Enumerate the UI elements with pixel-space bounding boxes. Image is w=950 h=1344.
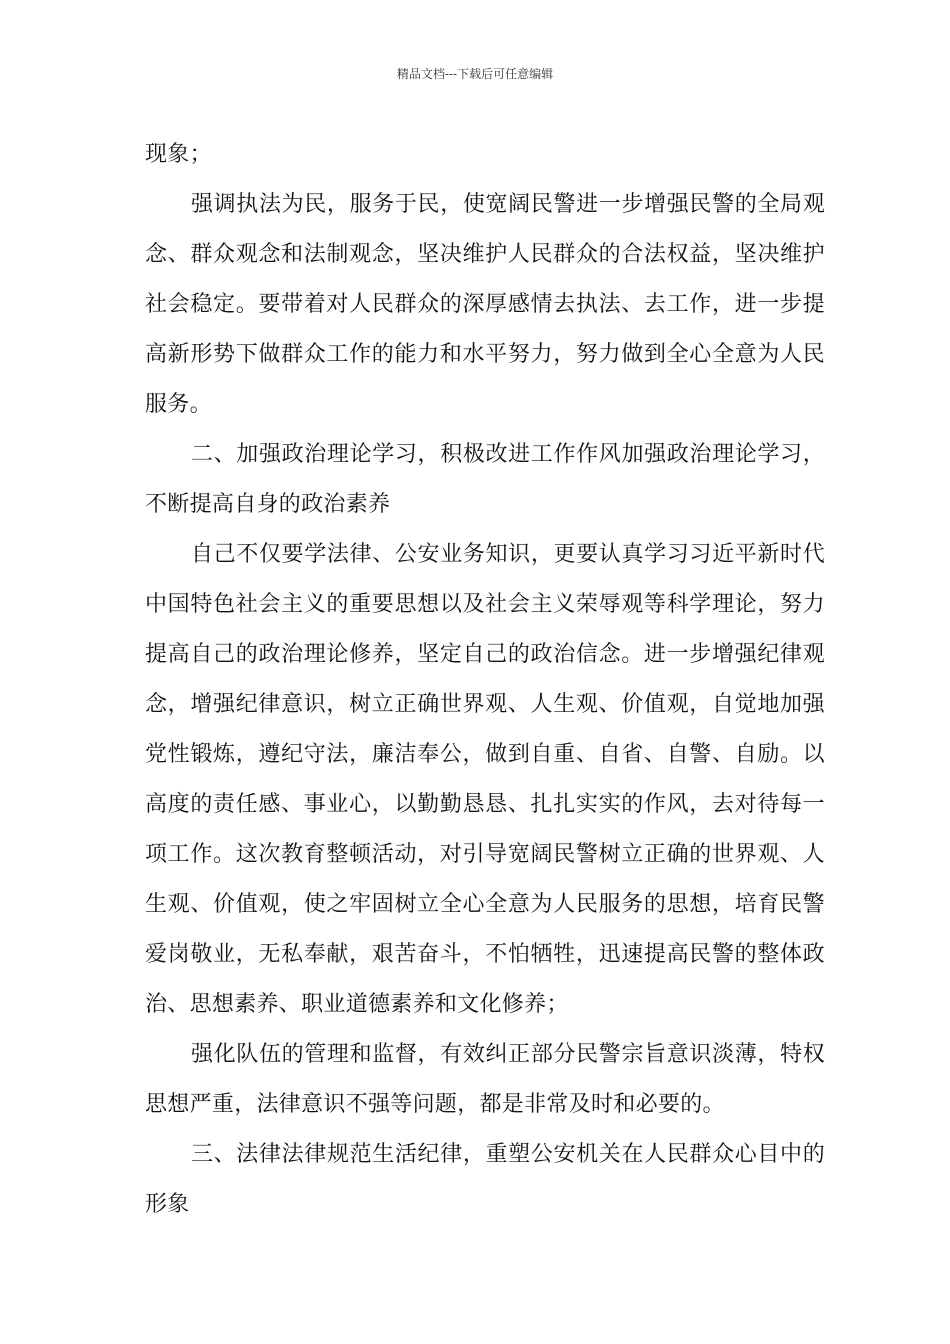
- section-heading-2: 二、加强政治理论学习，积极改进工作作风加强政治理论学习，不断提高自身的政治素养: [145, 442, 825, 517]
- paragraph: 现象；: [145, 142, 212, 167]
- paragraph: 强化队伍的管理和监督，有效纠正部分民警宗旨意识淡薄，特权思想严重，法律意识不强等问题，都是非常及时和必要的。: [145, 1042, 825, 1117]
- section-heading-3: 三、法律法律规范生活纪律，重塑公安机关在人民群众心目中的形象: [145, 1142, 825, 1217]
- paragraph: 自己不仅要学法律、公安业务知识，更要认真学习习近平新时代中国特色社会主义的重要思想以及社会主义荣辱观等科学理论，努力提高自己的政治理论修养，坚定自己的政治信念。进一步增强纪律观念，增强纪律意识，树立正确世界观、人生观、价值观，自觉地加强党性锻炼，遵纪守法，廉洁奉公，做到自重、自省、自警、自励。以高度的责任感、事业心，以勤勤恳恳、扎扎实实的作风，去对待每一项工作。这次教育整顿活动，对引导宽阔民警树立正确的世界观、人生观、价值观，使之牢固树立全心全意为人民服务的思想，培育民警爱岗敬业，无私奉献，艰苦奋斗，不怕牺牲，迅速提高民警的整体政治、思想素养、职业道德素养和文化修养；: [145, 542, 825, 1017]
- document-body: [145, 130, 825, 1230]
- page-header: 精品文档---下载后可任意编辑: [396, 67, 554, 81]
- paragraph: 强调执法为民，服务于民，使宽阔民警进一步增强民警的全局观念、群众观念和法制观念，坚决维护人民群众的合法权益，坚决维护社会稳定。要带着对人民群众的深厚感情去执法、去工作，进一步提高新形势下做群众工作的能力和水平努力，努力做到全心全意为人民服务。: [145, 192, 825, 417]
